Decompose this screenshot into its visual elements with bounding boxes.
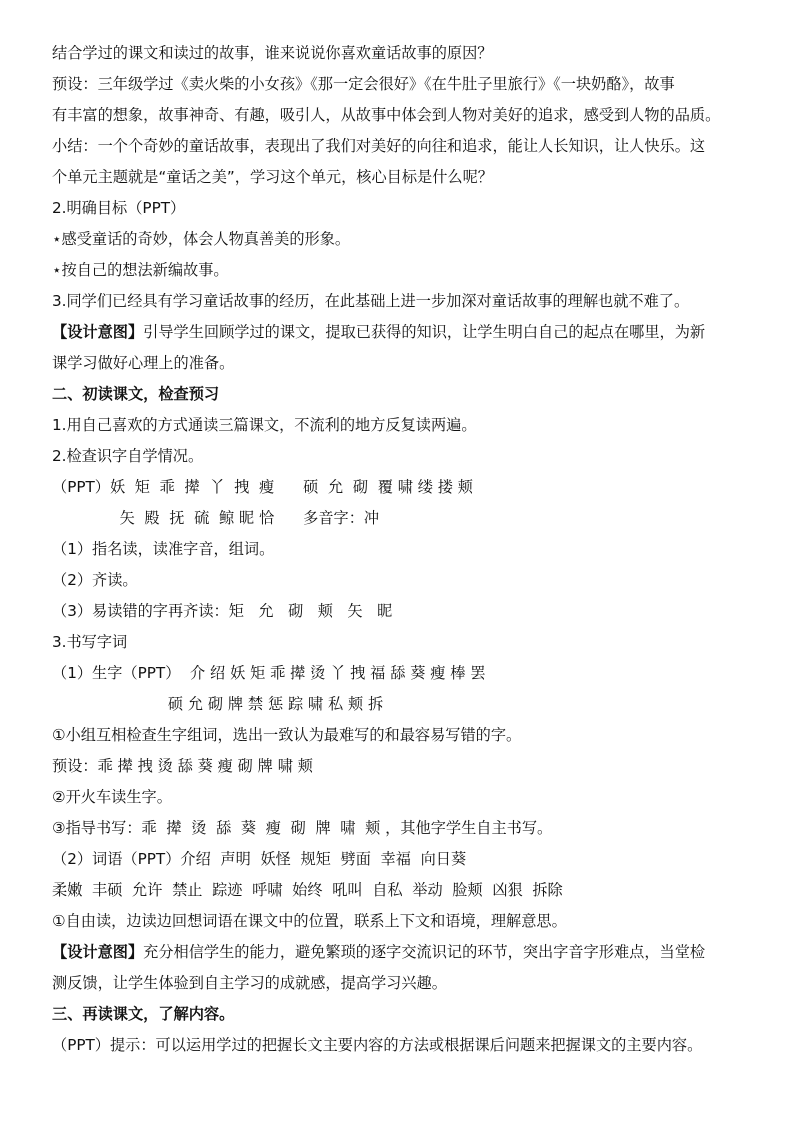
paragraph-line: ①自由读，边读边回想词语在课文中的位置，联系上下文和语境，理解意思。: [52, 912, 567, 930]
design-intent-label: 【设计意图】: [52, 943, 144, 961]
paragraph-line: 测反馈，让学生体验到自主学习的成就感，提高学习兴趣。: [52, 974, 447, 992]
section-heading: 三、再读课文，了解内容。: [52, 1005, 235, 1023]
paragraph-line: ②开火车读生字。: [52, 788, 172, 806]
paragraph-line: 3.同学们已经具有学习童话故事的经历，在此基础上进一步加深对童话故事的理解也就不难了。: [52, 292, 690, 310]
design-intent-text: 引导学生回顾学过的课文，提取已获得的知识，让学生明白自己的起点在哪里，为新: [143, 323, 706, 341]
paragraph-line: 1.用自己喜欢的方式通读三篇课文，不流利的地方反复读两遍。: [52, 416, 477, 434]
design-intent-line: [52, 945, 705, 960]
paragraph-line: 小结：一个个奇妙的童话故事，表现出了我们对美好的向往和追求，能让人长知识，让人快乐。这: [52, 137, 706, 155]
paragraph-line: （3）易读错的字再齐读：矩 允 砌 颊 矢 昵: [52, 602, 393, 620]
word-list: （2）词语（PPT）介绍 声明 妖怪 规矩 劈面 幸福 向日葵: [52, 850, 467, 868]
paragraph-line: （PPT）提示：可以运用学过的把握长文主要内容的方法或根据课后问题来把握课文的主要内容。: [52, 1036, 703, 1054]
paragraph-line: 结合学过的课文和读过的故事，谁来说说你喜欢童话故事的原因？: [52, 44, 493, 62]
paragraph-line: 个单元主题就是“童话之美”，学习这个单元，核心目标是什么呢？: [52, 168, 493, 186]
paragraph-line: ①小组互相检查生字组词，选出一致认为最难写的和最容易写错的字。: [52, 726, 522, 744]
paragraph-line: 课学习做好心理上的准备。: [52, 354, 235, 372]
paragraph-line: 2.检查识字自学情况。: [52, 447, 204, 465]
goal-item: ⋆按自己的想法新编故事。: [52, 261, 229, 279]
paragraph-line: 3.书写字词: [52, 633, 128, 651]
character-list: 硕 允 砌 牌 禁 惩 踪 啸 私 颊 拆: [52, 695, 384, 713]
paragraph-line: 有丰富的想象，故事神奇、有趣，吸引人，从故事中体会到人物对美好的追求，感受到人物的品质。: [52, 106, 721, 124]
paragraph-line: 2.明确目标（PPT）: [52, 199, 186, 217]
paragraph-line: 预设：乖 撵 拽 烫 舔 葵 瘦 砌 牌 啸 颊: [52, 757, 313, 775]
design-intent-line: [52, 325, 705, 340]
paragraph-line: （1）指名读，读准字音，组词。: [52, 540, 275, 558]
paragraph-line: 预设：三年级学过《卖火柴的小女孩》《那一定会很好》《在牛肚子里旅行》《一块奶酪》，故事: [52, 75, 675, 93]
character-list: （PPT）妖 矩 乖 撵 丫 拽 瘦 硕 允 砌 覆 啸 缕 搂 颊: [52, 478, 473, 496]
goal-item: ⋆感受童话的奇妙，体会人物真善美的形象。: [52, 230, 351, 248]
character-list: 矢 殿 抚 硫 鲸 昵 恰 多音字：冲: [52, 509, 380, 527]
paragraph-line: ③指导书写：乖 撵 烫 舔 葵 瘦 砌 牌 啸 颊 ，其他字学生自主书写。: [52, 819, 553, 837]
word-list: 柔嫩 丰硕 允许 禁止 踪迹 呼啸 始终 吼叫 自私 举动 脸颊 凶狠 拆除: [52, 881, 563, 899]
design-intent-label: 【设计意图】: [52, 323, 144, 341]
section-heading: 二、初读课文，检查预习: [52, 385, 220, 403]
character-list: （1）生字（PPT） 介 绍 妖 矩 乖 撵 烫 丫 拽 福 舔 葵 瘦 棒 罢: [52, 664, 486, 682]
design-intent-text: 充分相信学生的能力，避免繁琐的逐字交流识记的环节，突出字音字形难点，当堂检: [143, 943, 706, 961]
paragraph-line: （2）齐读。: [52, 571, 138, 589]
